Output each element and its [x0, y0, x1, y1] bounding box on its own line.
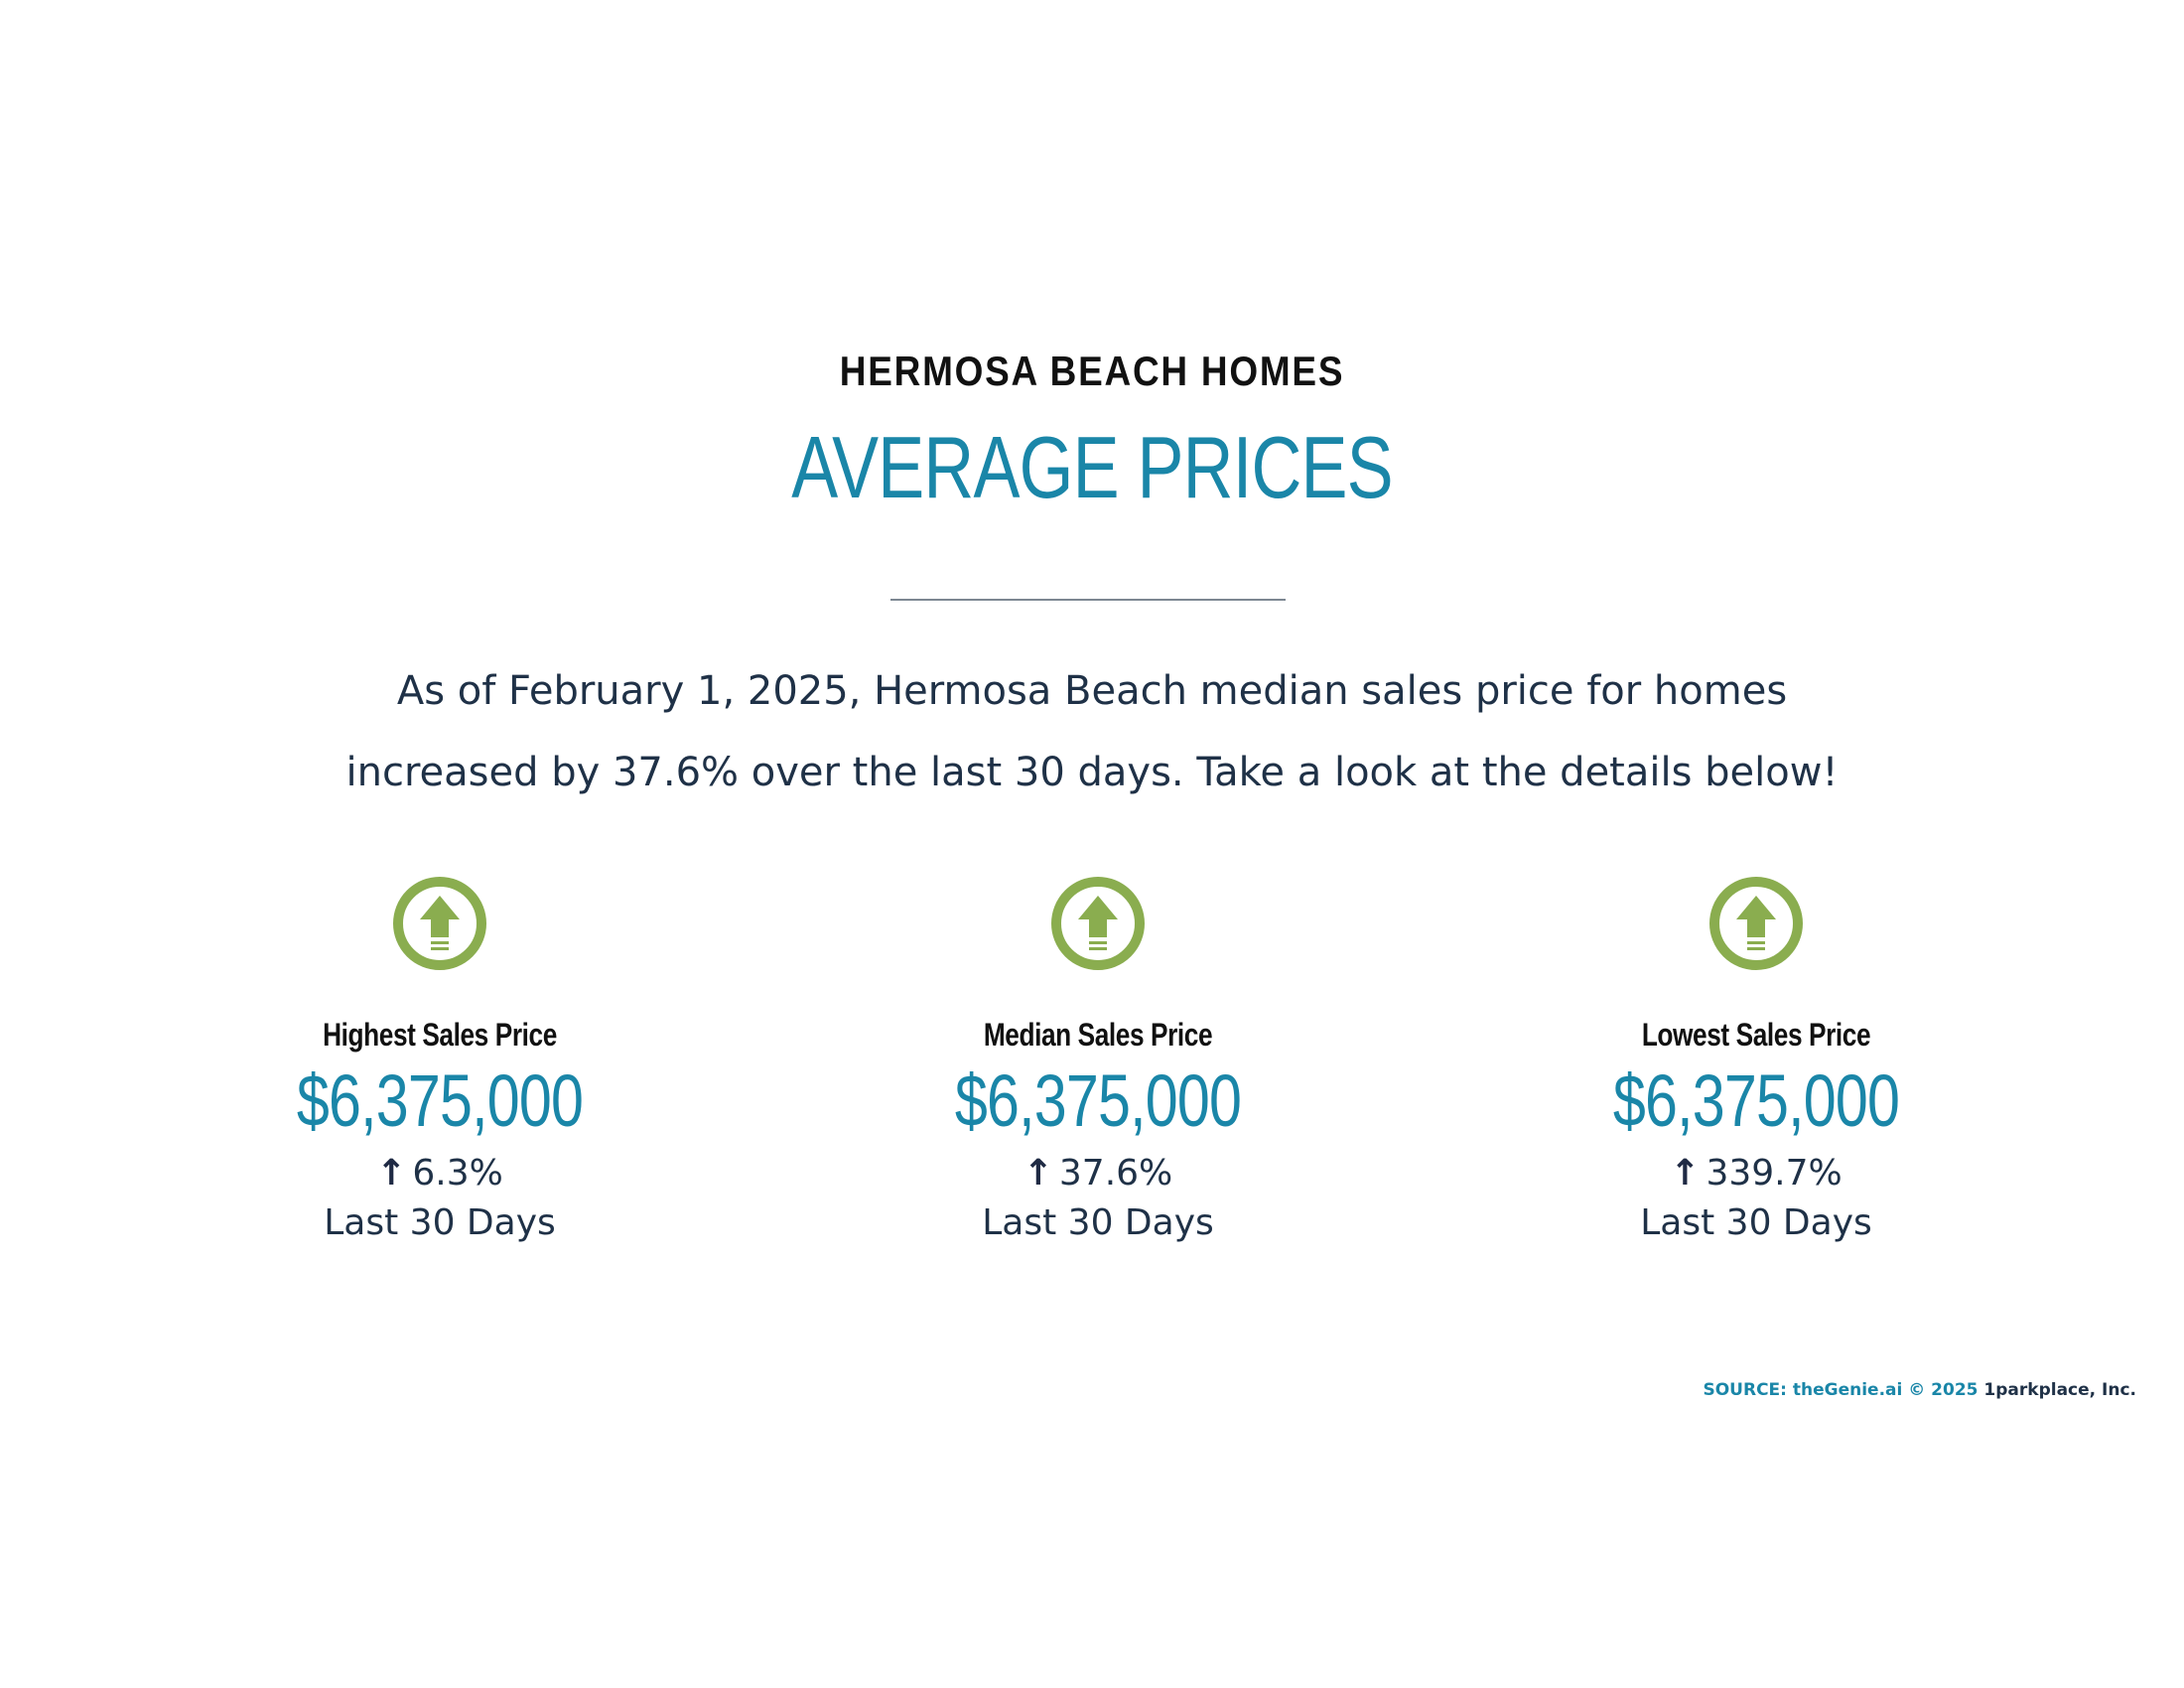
up-arrow-icon: ↑ [376, 1153, 407, 1194]
intro-paragraph [199, 650, 1985, 813]
stat-value: $6,375,000 [1612, 1059, 1900, 1142]
stat-lowest-sales-price [1518, 874, 1994, 1250]
up-arrow-circle-icon [390, 874, 489, 973]
page-eyebrow: HERMOSA BEACH HOMES [839, 348, 1345, 394]
stat-median-sales-price [860, 874, 1336, 1250]
stat-change-percent: 6.3% [412, 1153, 503, 1194]
stat-period: Last 30 Days [1640, 1202, 1872, 1243]
intro-line-1: As of February 1, 2025, Hermosa Beach median sales price for homes [396, 668, 1788, 714]
up-arrow-circle-icon [1706, 874, 1806, 973]
source-footer [1703, 1380, 2136, 1400]
up-arrow-icon: ↑ [1023, 1153, 1053, 1194]
up-arrow-circle-icon [1048, 874, 1148, 973]
intro-line-2: increased by 37.6% over the last 30 days. Take a look at the details below! [345, 750, 1839, 795]
stat-label: Highest Sales Price [323, 1017, 557, 1053]
stat-label: Median Sales Price [983, 1017, 1213, 1053]
stat-period: Last 30 Days [982, 1202, 1214, 1243]
page-title: AVERAGE PRICES [791, 418, 1393, 516]
source-label: SOURCE: theGenie.ai © 2025 [1703, 1380, 1984, 1400]
stat-value: $6,375,000 [954, 1059, 1242, 1142]
source-company: 1parkplace, Inc. [1983, 1380, 2136, 1400]
up-arrow-icon: ↑ [1670, 1153, 1701, 1194]
stat-change [860, 1151, 1336, 1196]
stat-value: $6,375,000 [296, 1059, 584, 1142]
stat-change [202, 1151, 678, 1196]
stat-change-percent: 339.7% [1706, 1153, 1843, 1194]
stat-change [1518, 1151, 1994, 1196]
stat-change-percent: 37.6% [1058, 1153, 1173, 1194]
title-divider [890, 599, 1286, 601]
stat-highest-sales-price [202, 874, 678, 1250]
stat-period: Last 30 Days [324, 1202, 556, 1243]
stat-label: Lowest Sales Price [1641, 1017, 1871, 1053]
